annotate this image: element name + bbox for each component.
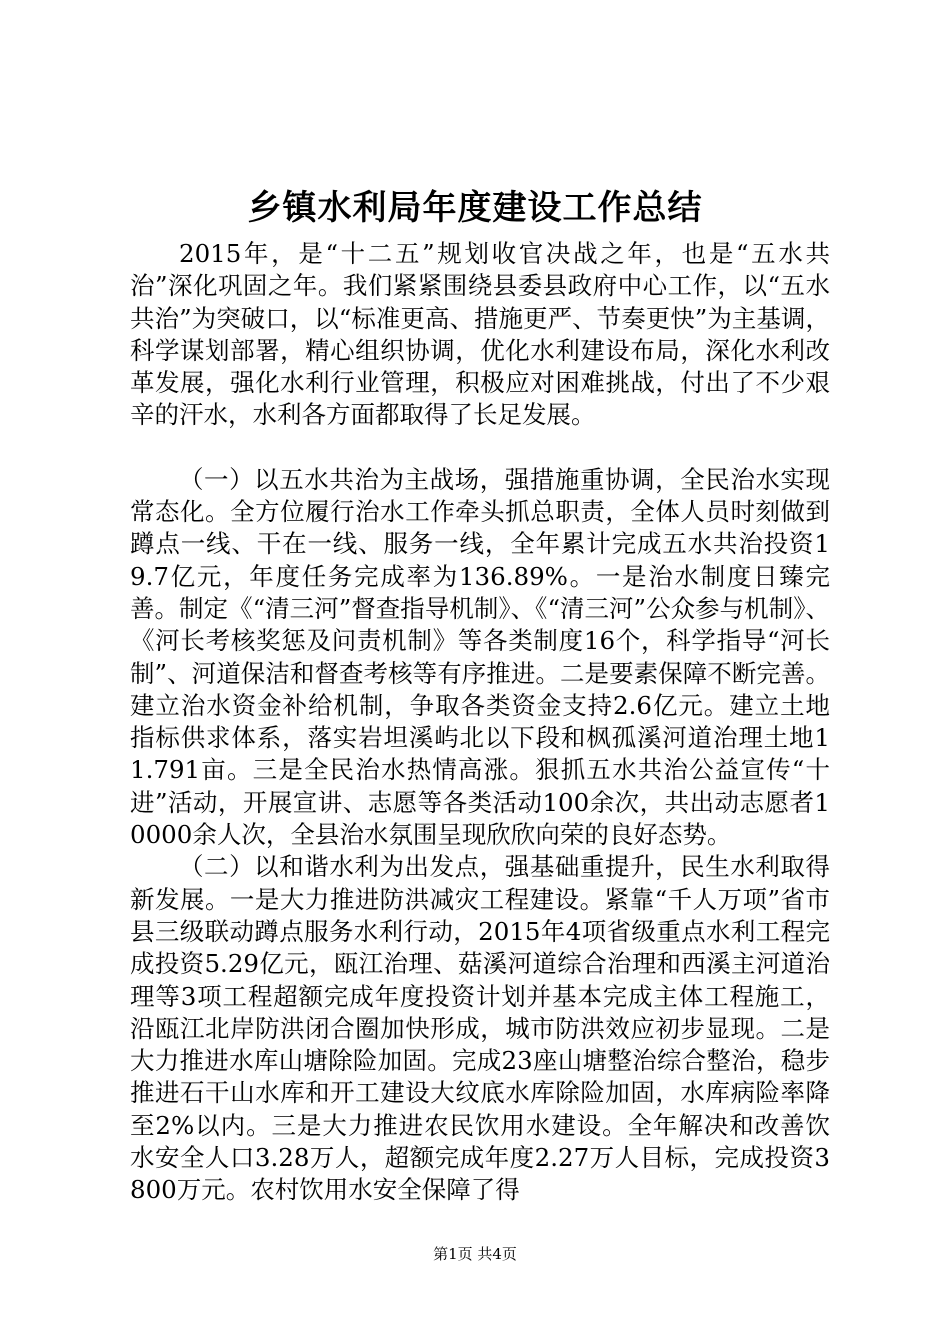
paragraph-intro: 2015年，是“十二五”规划收官决战之年，也是“五水共治”深化巩固之年。我们紧紧围绕县委县政府中心工作，以“五水共治”为突破口，以“标准更高、措施更严、节奏更快”为主基调，科学谋划部署，精心组织协调，优化水利建设布局，深化水利改革发展，强化水利行业管理，积极应对困难挑战，付出了不少艰辛的汗水，水利各方面都取得了长足发展。 [130,239,830,430]
document-body [130,238,830,1207]
paragraph-section-2: （二）以和谐水利为出发点，强基础重提升，民生水利取得新发展。一是大力推进防洪减灾工程建设。紧靠“千人万项”省市县三级联动蹲点服务水利行动，2015年4项省级重点水利工程完成投资5.29亿元，瓯江治理、菇溪河道综合治理和西溪主河道治理等3项工程超额完成年度投资计划并基本完成主体工程施工，沿瓯江北岸防洪闭合圈加快形成，城市防洪效应初步显现。二是大力推进水库山塘除险加固。完成23座山塘整治综合整治，稳步推进石干山水库和开工建设大纹底水库除险加固，水库病险率降至2%以内。三是大力推进农民饮用水建设。全年解决和改善饮水安全人口3.28万人，超额完成年度2.27万人目标，完成投资3800万元。农村饮用水安全保障了得 [130,852,830,1205]
paragraph-section-1: （一）以五水共治为主战场，强措施重协调，全民治水实现常态化。全方位履行治水工作牵头抓总职责，全体人员时刻做到蹲点一线、干在一线、服务一线，全年累计完成五水共治投资19.7亿元，年度任务完成率为136.89%。一是治水制度日臻完善。制定《“清三河”督查指导机制》、《“清三河”公众参与机制》、《河长考核奖惩及问责机制》等各类制度16个，科学指导“河长制”、河道保洁和督查考核等有序推进。二是要素保障不断完善。建立治水资金补给机制，争取各类资金支持2.6亿元。建立土地指标供求体系，落实岩坦溪屿北以下段和枫孤溪河道治理土地11.791亩。三是全民治水热情高涨。狠抓五水共治公益宣传“十进”活动，开展宣讲、志愿等各类活动100余次，共出动志愿者10000余人次，全县治水氛围呈现欣欣向荣的良好态势。 [130,464,830,850]
page-footer: 第1页 共4页 [433,1245,517,1263]
paragraph-gap [130,432,830,464]
document-title: 乡镇水利局年度建设工作总结 [247,188,703,228]
